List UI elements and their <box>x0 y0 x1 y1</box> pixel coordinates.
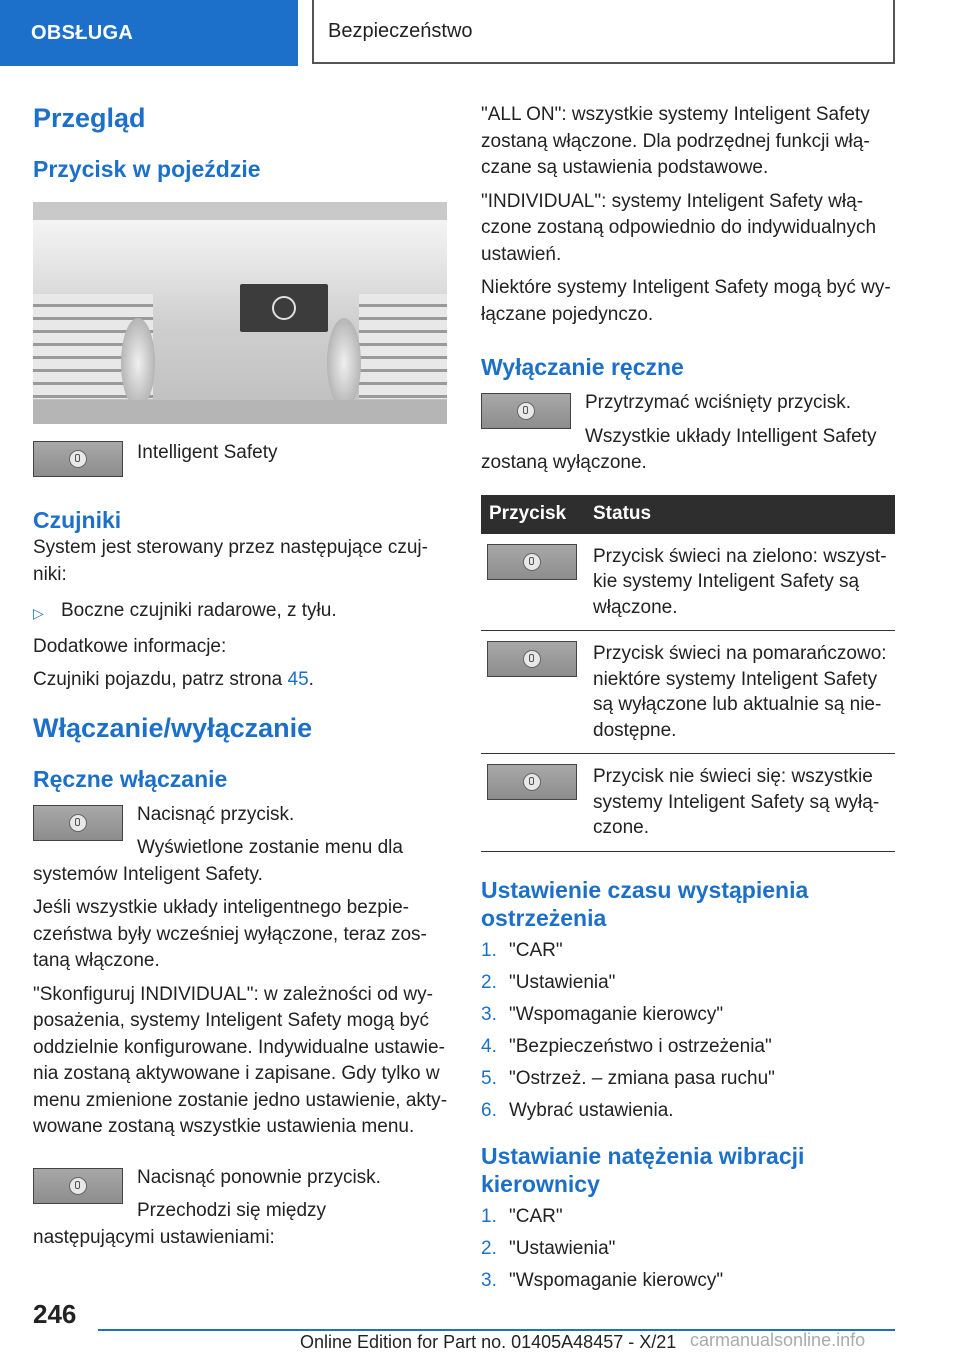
right-column <box>481 102 895 1312</box>
page-number: 246 <box>33 1299 77 1329</box>
step-number: 2. <box>481 1238 497 1260</box>
chapter-title: Bezpieczeństwo <box>312 0 895 64</box>
sensors-reference: Czujniki pojazdu, patrz strona 45. <box>33 669 314 690</box>
table-row <box>481 534 895 631</box>
table-row <box>481 754 895 852</box>
section-heading-on-off: Włączanie/wyłączanie <box>33 712 313 743</box>
subheading-sensors: Czujniki <box>33 507 122 533</box>
page-link[interactable]: 45 <box>287 669 309 690</box>
table-cell: Przycisk nie świeci się: wszystkie systemy Inteligent Safety są wyłączone. <box>585 754 895 852</box>
step-number: 6. <box>481 1100 497 1122</box>
list-item <box>481 1000 895 1032</box>
subheading-vibration: Ustawianie natężenia wibracji kierownicy <box>481 1142 805 1197</box>
hold-button-text: Przytrzymać wciśnięty przycisk. <box>585 392 852 413</box>
section-heading-overview: Przegląd <box>33 103 146 133</box>
table-cell: Przycisk świeci na pomarańczowo: niektóre systemy Inteligent Safety są wyłączone lub aktualnie są niedostępne. <box>585 631 895 754</box>
step-number: 4. <box>481 1036 497 1058</box>
all-off-text: Jeśli wszystkie układy inteligentnego bezpieczeństwa były wcześniej wyłączone, teraz zostaną włączone. <box>33 897 427 971</box>
configure-text: "Skonfiguruj INDIVIDUAL": w zależności od wyposażenia, systemy Inteligent Safety mogą być oddzielnie konfigurowane. Indywidualne ustawienia zostaną aktywowane i zapisane. Gdy tylko w menu zmienione zostanie jedno ustawienie, aktywowane zostaną wszystkie ustawienia menu. <box>33 983 448 1137</box>
some-systems-text: Niektóre systemy Inteligent Safety mogą być wyłączane pojedynczo. <box>481 277 891 325</box>
vibration-steps <box>481 1202 895 1298</box>
table-header: Status <box>585 495 895 534</box>
table-header: Przycisk <box>481 495 585 534</box>
subheading-manual-off: Wyłączanie ręczne <box>481 354 684 380</box>
intelligent-safety-button-icon <box>33 805 123 841</box>
list-item <box>481 1096 895 1128</box>
bullet-text: Boczne czujniki radarowe, z tyłu. <box>61 600 337 621</box>
subheading-warning-time: Ustawienie czasu wystąpienia ostrzeżenia <box>481 876 809 931</box>
watermark: carmanualsonline.info <box>690 1330 866 1350</box>
button-green-icon <box>487 544 577 580</box>
step-text: "Wspomaganie kierowcy" <box>509 1004 724 1026</box>
triangle-bullet-icon: ▷ <box>33 605 44 621</box>
sensors-text: System jest sterowany przez następujące czujniki: <box>33 537 428 585</box>
step-text: "Wspomaganie kierowcy" <box>509 1270 724 1292</box>
list-item <box>481 968 895 1000</box>
cycle-text: Przechodzi się między następującymi ustawieniami: <box>33 1200 327 1248</box>
step-text: "Ostrzeż. – zmiana pasa ruchu" <box>509 1068 775 1090</box>
safety-icon <box>272 296 296 320</box>
subheading-manual-on: Ręczne włączanie <box>33 765 228 792</box>
edition-info: Online Edition for Part no. 01405A48457 - X/21 <box>300 1332 677 1352</box>
step-number: 1. <box>481 940 497 962</box>
all-disabled-text: Wszystkie układy Intelligent Safety zostaną wyłączone. <box>481 425 877 473</box>
list-item <box>481 936 895 968</box>
list-item <box>481 1266 895 1298</box>
list-item <box>481 1032 895 1064</box>
individual-text: "INDIVIDUAL": systemy Inteligent Safety włączone zostaną odpowiednio do indywidualnych ustawień. <box>481 190 877 265</box>
left-column <box>33 100 449 1258</box>
press-button-text: Nacisnąć przycisk. <box>137 803 295 825</box>
intelligent-safety-button <box>240 284 328 332</box>
button-off-icon <box>487 764 577 800</box>
step-text: "CAR" <box>509 940 563 962</box>
intelligent-safety-button-icon <box>33 1168 123 1204</box>
all-on-text: "ALL ON": wszystkie systemy Inteligent Safety zostaną włączone. Dla podrzędnej funkcji włączane są ustawienia podstawowe. <box>481 104 870 178</box>
step-number: 3. <box>481 1270 497 1292</box>
press-again-text: Nacisnąć ponownie przycisk. <box>137 1166 381 1188</box>
section-tab[interactable]: OBSŁUGA <box>0 0 298 66</box>
table-cell: Przycisk świeci na zielono: wszystkie systemy Inteligent Safety są włączone. <box>585 534 895 631</box>
table-row <box>481 631 895 754</box>
step-text: "Ustawienia" <box>509 972 616 994</box>
step-text: "Ustawienia" <box>509 1238 616 1260</box>
step-number: 1. <box>481 1206 497 1228</box>
list-item <box>481 1234 895 1266</box>
intelligent-safety-button-icon <box>33 441 123 477</box>
step-text: "CAR" <box>509 1206 563 1228</box>
subheading-button-in-vehicle: Przycisk w pojeździe <box>33 156 261 182</box>
list-item <box>33 598 449 627</box>
button-orange-icon <box>487 641 577 677</box>
step-text: Wybrać ustawienia. <box>509 1100 674 1122</box>
step-text: "Bezpieczeństwo i ostrzeżenia" <box>509 1036 772 1058</box>
dashboard-photo <box>33 202 447 424</box>
photo-caption: Intelligent Safety <box>137 442 278 463</box>
intelligent-safety-button-icon <box>481 393 571 429</box>
step-number: 3. <box>481 1004 497 1026</box>
more-info-label: Dodatkowe informacje: <box>33 635 227 657</box>
step-number: 5. <box>481 1068 497 1090</box>
list-item <box>481 1202 895 1234</box>
warning-time-steps <box>481 936 895 1128</box>
menu-text: Wyświetlone zostanie menu dla systemów Inteligent Safety. <box>33 837 403 885</box>
step-number: 2. <box>481 972 497 994</box>
status-table <box>481 495 895 852</box>
list-item <box>481 1064 895 1096</box>
